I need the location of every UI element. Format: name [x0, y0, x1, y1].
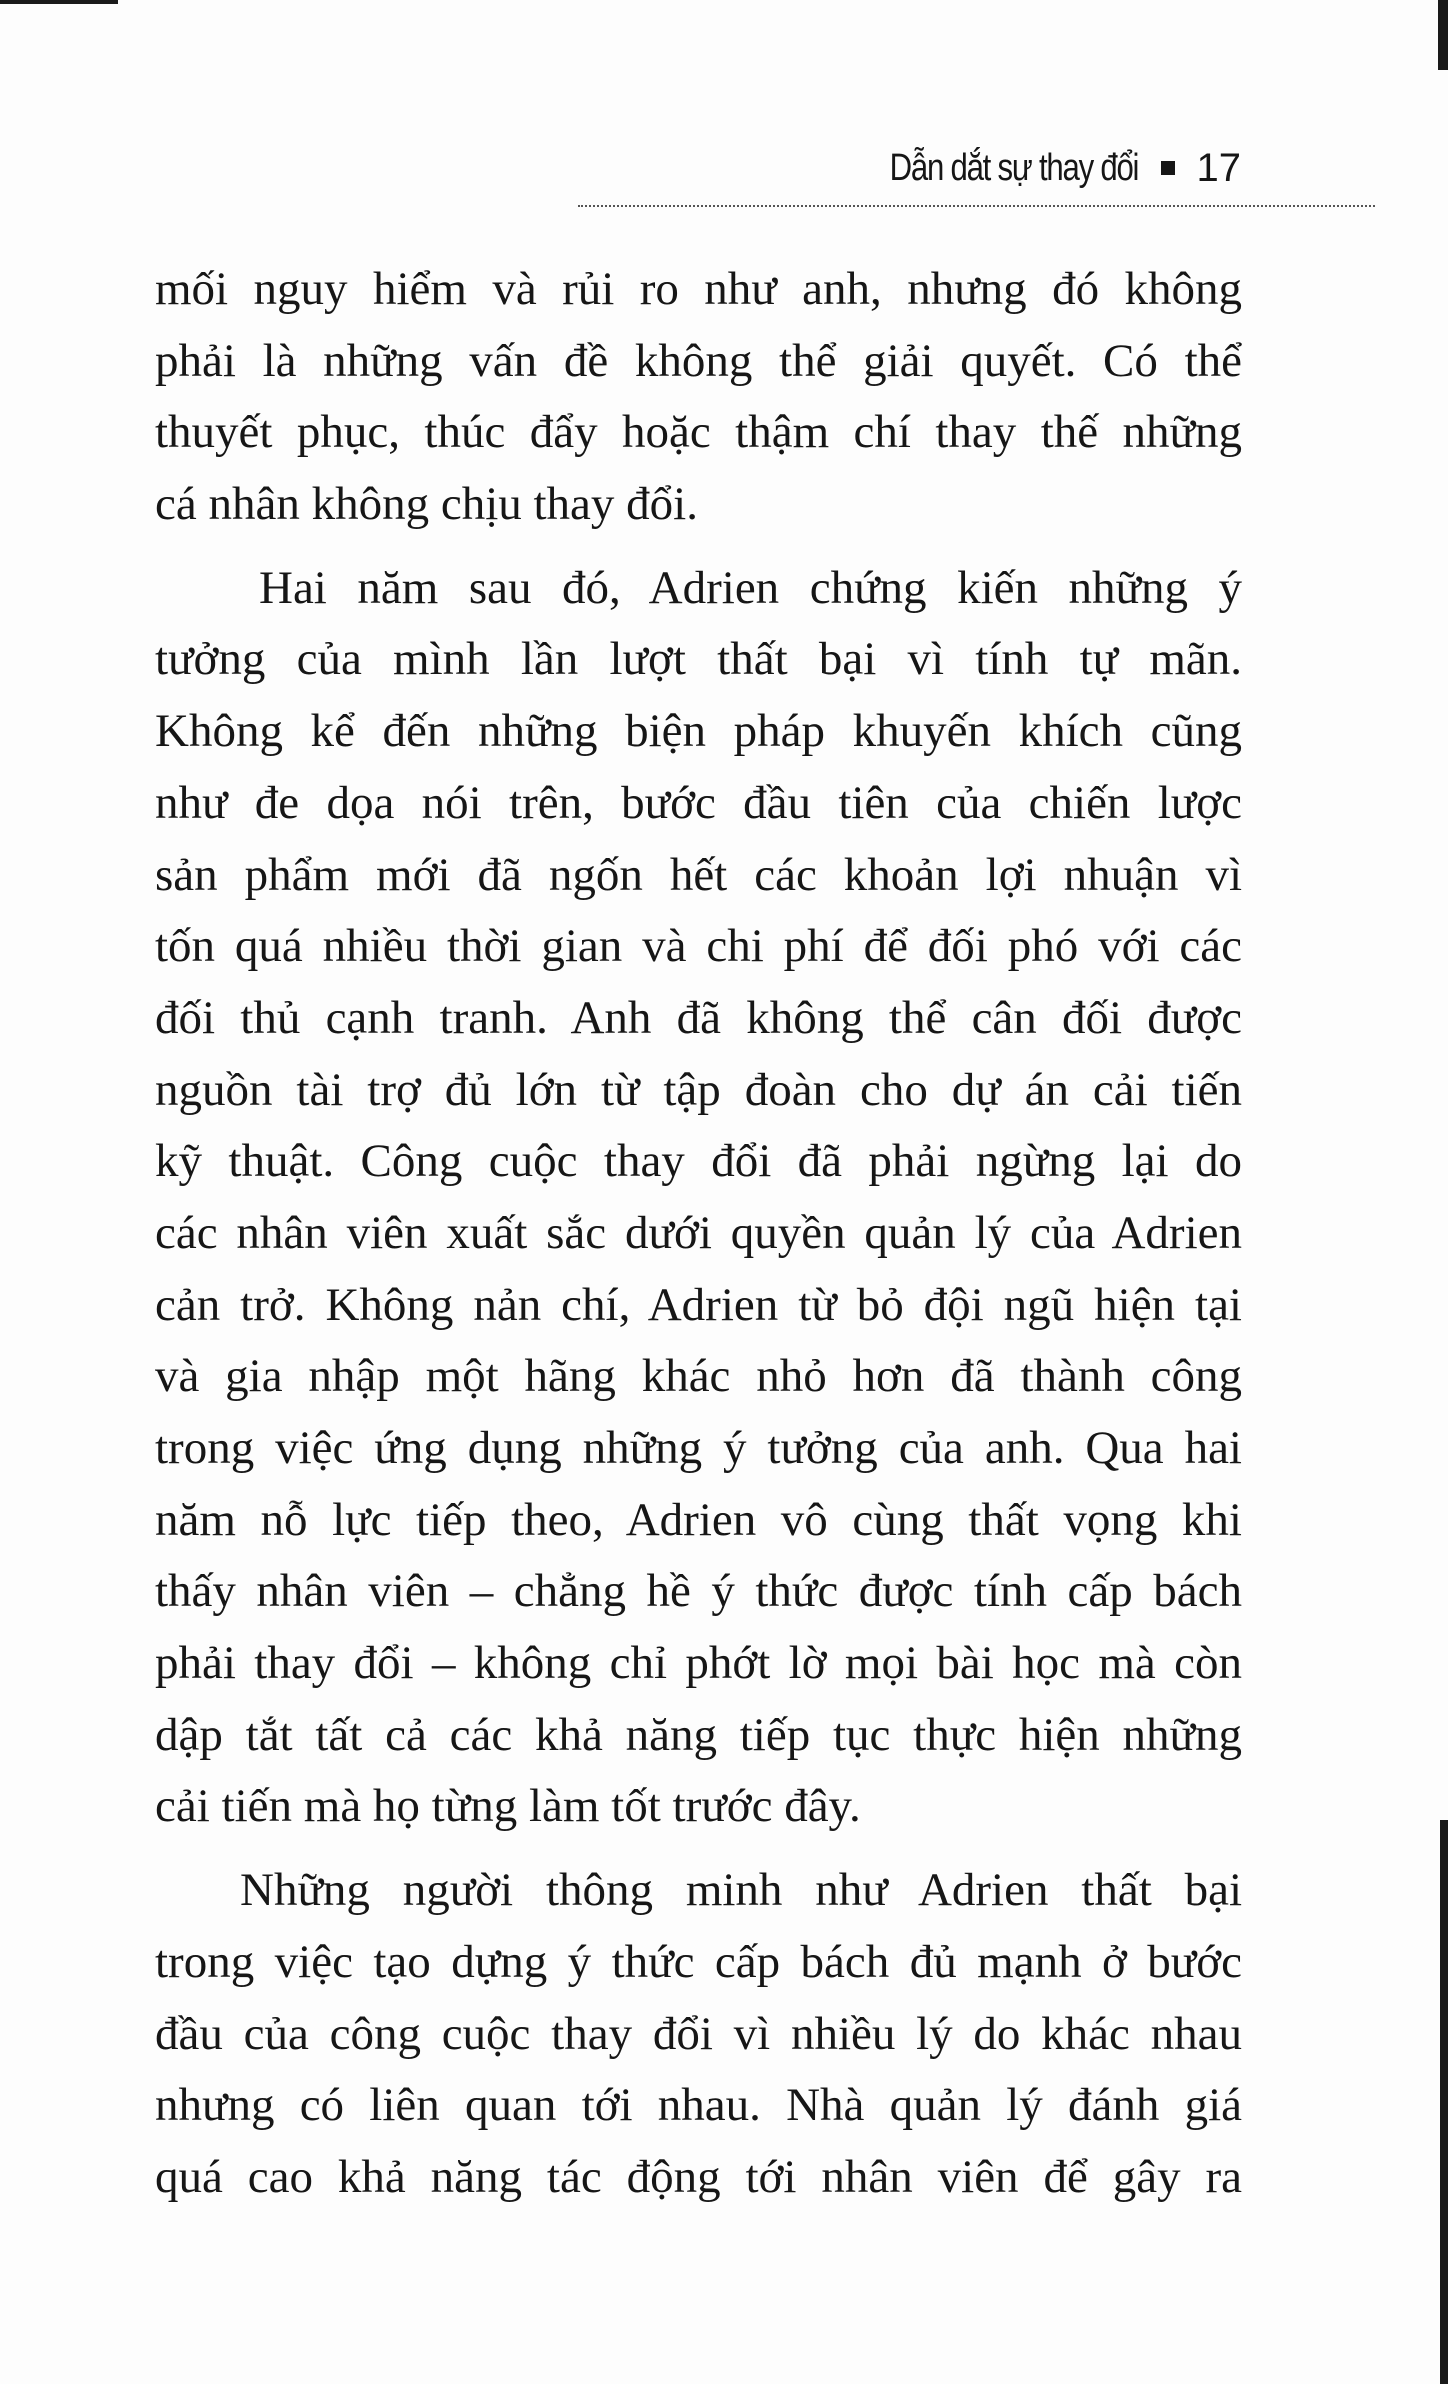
text-line: kỹ thuật. Công cuộc thay đổi đã phải ngừng lại do [155, 1135, 1242, 1188]
text-line: cá nhân không chịu thay đổi. [155, 478, 698, 531]
text-line: mối nguy hiểm và rủi ro như anh, nhưng đó không [155, 263, 1242, 315]
text-line: phải thay đổi – không chỉ phớt lờ mọi bài học mà còn [155, 1637, 1242, 1690]
text-line: dập tắt tất cả các khả năng tiếp tục thực hiện những [155, 1708, 1242, 1761]
text-line: đầu của công cuộc thay đổi vì nhiều lý do khác nhau [155, 2007, 1242, 2060]
chapter-title: Dẫn dắt sự thay đổi [889, 146, 1139, 189]
text-line: và gia nhập một hãng khác nhỏ hơn đã thành công [155, 1350, 1242, 1403]
text-line: thuyết phục, thúc đẩy hoặc thậm chí thay thế những [155, 406, 1242, 459]
text-line: như đe dọa nói trên, bước đầu tiên của chiến lược [155, 776, 1242, 829]
paragraph-1 [155, 254, 1242, 541]
body-text [155, 254, 1242, 2214]
header-dotted-rule [578, 205, 1375, 207]
text-line: phải là những vấn đề không thể giải quyết. Có thể [155, 334, 1242, 387]
text-line: trong việc ứng dụng những ý tưởng của anh. Qua hai [155, 1422, 1242, 1474]
text-line: thấy nhân viên – chẳng hề ý thức được tính cấp bách [155, 1565, 1242, 1618]
text-line: cản trở. Không nản chí, Adrien từ bỏ đội ngũ hiện tại [155, 1278, 1242, 1331]
page-number: 17 [1196, 145, 1241, 190]
text-line: các nhân viên xuất sắc dưới quyền quản lý của Adrien [155, 1206, 1242, 1259]
text-line: Những người thông minh như Adrien thất bại [240, 1864, 1242, 1917]
scan-edge-right-top [1438, 0, 1448, 70]
text-line: nguồn tài trợ đủ lớn từ tập đoàn cho dự án cải tiến [155, 1063, 1242, 1116]
text-line: tưởng của mình lần lượt thất bại vì tính tự mãn. [155, 633, 1242, 686]
text-line: trong việc tạo dựng ý thức cấp bách đủ mạnh ở bước [155, 1935, 1242, 1988]
text-line: Không kể đến những biện pháp khuyến khích cũng [155, 705, 1242, 758]
text-line: quá cao khả năng tác động tới nhân viên để gây ra [155, 2150, 1242, 2203]
text-line: cải tiến mà họ từng làm tốt trước đây. [155, 1780, 861, 1833]
text-line: năm nỗ lực tiếp theo, Adrien vô cùng thất vọng khi [155, 1493, 1242, 1546]
square-bullet-icon [1161, 161, 1175, 175]
running-header [835, 138, 1241, 198]
text-line: sản phẩm mới đã ngốn hết các khoản lợi nhuận vì [155, 848, 1242, 901]
text-line: tốn quá nhiều thời gian và chi phí để đối phó với các [155, 920, 1242, 973]
text-line: Hai năm sau đó, Adrien chứng kiến những ý [259, 561, 1242, 614]
scan-edge-right-bottom [1440, 1820, 1448, 2384]
scan-edge-top [0, 0, 118, 4]
paragraph-2 [155, 553, 1242, 1843]
text-line: nhưng có liên quan tới nhau. Nhà quản lý đánh giá [155, 2079, 1242, 2132]
text-line: đối thủ cạnh tranh. Anh đã không thể cân đối được [155, 991, 1242, 1044]
paragraph-3 [155, 1855, 1242, 2213]
